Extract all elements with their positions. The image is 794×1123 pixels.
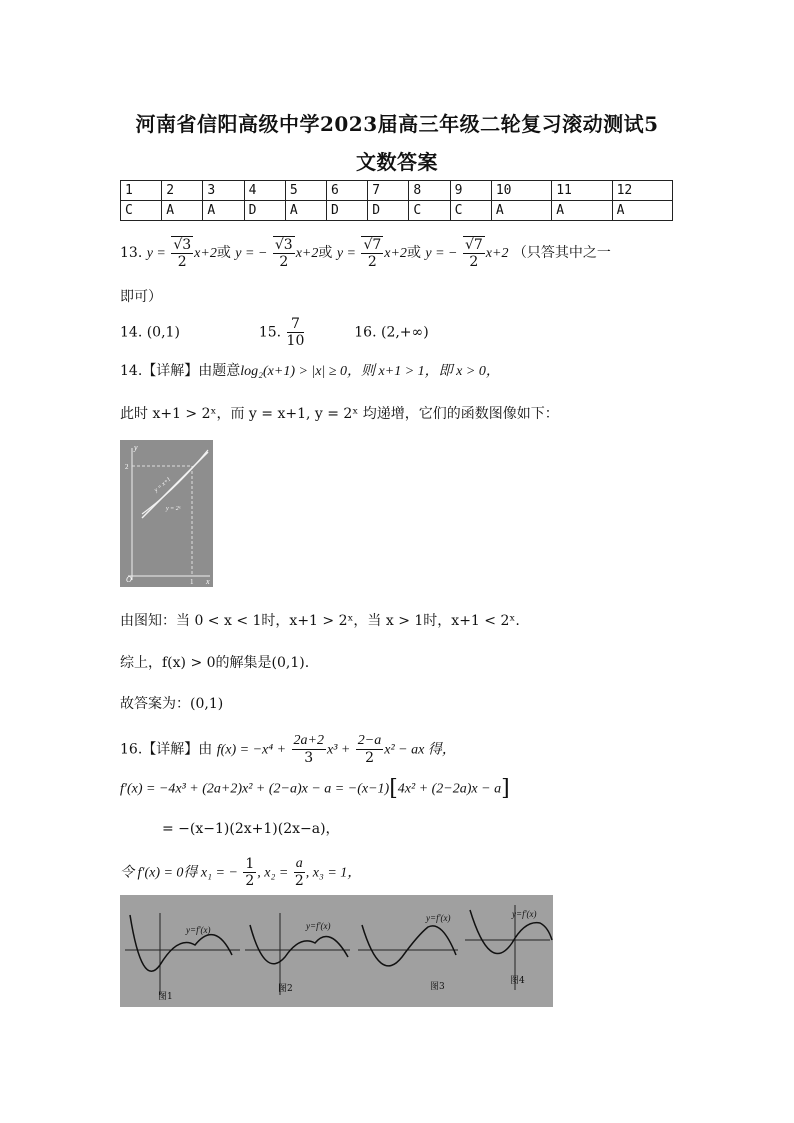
exp-label: y = 2ˣ	[166, 506, 181, 512]
answer-number-cell: 3	[203, 181, 244, 201]
answer-letter-cell: A	[491, 201, 551, 221]
line-label: y = x+1	[153, 476, 173, 494]
answer-letter-cell: A	[285, 201, 326, 221]
answer-number-cell: 9	[450, 181, 491, 201]
answer-table-letter-row	[121, 201, 673, 221]
page-title: 河南省信阳高级中学2023届高三年级二轮复习滚动测试5	[135, 112, 659, 136]
q14-detail-line4: 综上，f(x) > 0的解集是(0,1).	[120, 655, 310, 671]
q16-detail-line1: 16.【详解】由 f(x) = −x⁴ + $\frac{2a+2}{3}$ x³ + $\frac{2-a}{2}$ x² − ax 得，	[120, 733, 456, 766]
answer-number-cell: 7	[368, 181, 409, 201]
svg-text:y=f′(x): y=f′(x)	[306, 921, 331, 931]
origin-label: O	[126, 575, 132, 584]
graph-photo-2	[120, 895, 553, 1007]
answer-letter-cell: D	[327, 201, 368, 221]
short-answers: 14. (0,1) 15. $\frac{7}{10}$ 16. (2,+∞)	[120, 316, 429, 349]
answer-letter-cell: A	[612, 201, 672, 221]
q16-answer: 16. (2,+∞)	[354, 324, 429, 341]
y-label: y	[134, 443, 138, 452]
answer-table	[120, 180, 673, 221]
fig-label-2: 图2	[278, 984, 293, 994]
q14-detail-line3: 由图知：当 0 < x < 1时，x+1 > 2ˣ，当 x > 1时，x+1 < 2ˣ.	[120, 613, 520, 629]
fig-label-1: 图1	[158, 992, 173, 1002]
answer-number-cell: 12	[612, 181, 672, 201]
graph-2-svg	[120, 895, 553, 1007]
q14-detail-line1: 14.【详解】由题意log₂(x+1) > |x| ≥ 0，则 x+1 > 1，即 x > 0，	[120, 363, 500, 379]
q13-continuation: 即可）	[120, 289, 162, 305]
fig-label-4: 图4	[510, 976, 525, 986]
graph-photo-1	[120, 440, 213, 587]
tick-one: 1	[190, 578, 194, 586]
answer-number-cell: 11	[552, 181, 612, 201]
answer-number-cell: 2	[162, 181, 203, 201]
q16-roots: 令 f′(x) = 0得 x₁ = − $\frac{1}{2}$ , x₂ = $\frac{a}{2}$ , x₃ = 1，	[120, 856, 362, 889]
answer-letter-cell: A	[552, 201, 612, 221]
answer-number-cell: 5	[285, 181, 326, 201]
answer-letter-cell: A	[162, 201, 203, 221]
fig-label-3: 图3	[430, 982, 445, 992]
answer-letter-cell: C	[450, 201, 491, 221]
q13-answer: 13. y = $\frac{√3}{2}$ x+2或 y = − $\frac{√3}{2}$ x+2或 y = $\frac{√7}{2}$ x+2或 y = − $\frac{√7}{2}$ x+2 （只答其中之一	[120, 237, 611, 270]
q15-label: 15.	[258, 324, 282, 341]
answer-number-cell: 4	[244, 181, 285, 201]
answer-number-cell: 10	[491, 181, 551, 201]
answer-letter-cell: A	[203, 201, 244, 221]
answer-letter-cell: D	[244, 201, 285, 221]
answer-number-cell: 6	[327, 181, 368, 201]
q16-factorized: = −(x−1)(2x+1)(2x−a)，	[162, 821, 340, 837]
answer-letter-cell: D	[368, 201, 409, 221]
q16-derivative: f′(x) = −4x³ + (2a+2)x² + (2−a)x − a = −(x−1)[4x² + (2−2a)x − a]	[120, 776, 510, 801]
tick-two: 2	[125, 463, 129, 471]
q14-detail-line5: 故答案为：(0,1)	[120, 696, 224, 712]
answer-number-cell: 8	[409, 181, 450, 201]
answer-table-number-row	[121, 181, 673, 201]
answer-letter-cell: C	[121, 201, 162, 221]
x-label: x	[206, 577, 210, 586]
page-subtitle: 文数答案	[356, 150, 438, 174]
q14-answer: 14. (0,1)	[120, 324, 180, 341]
svg-text:y=f′(x): y=f′(x)	[512, 909, 537, 919]
answer-number-cell: 1	[121, 181, 162, 201]
svg-text:y=f′(x): y=f′(x)	[186, 925, 211, 935]
svg-text:y=f′(x): y=f′(x)	[426, 913, 451, 923]
q14-detail-line2: 此时 x+1 > 2ˣ，而 y = x+1, y = 2ˣ 均递增，它们的函数图像如下：	[120, 406, 559, 422]
graph-1-svg	[120, 440, 213, 587]
answer-letter-cell: C	[409, 201, 450, 221]
